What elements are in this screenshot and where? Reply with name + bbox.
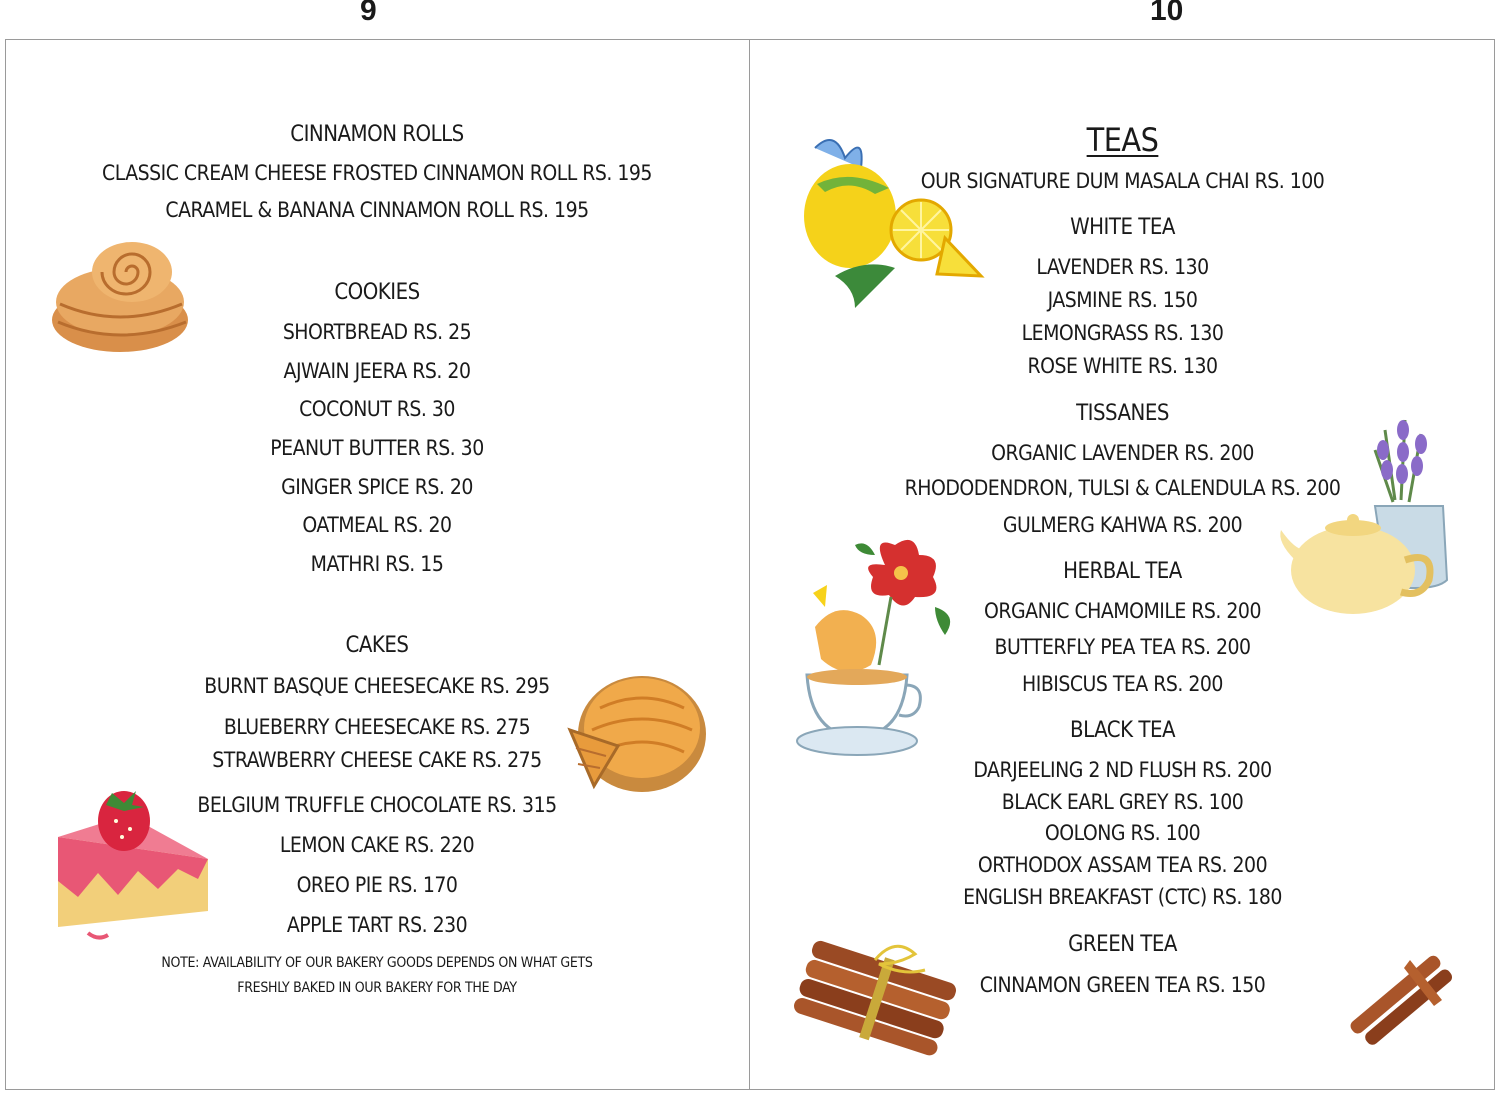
menu-item: OATMEAL RS. 20 — [302, 513, 452, 537]
cookies-heading: COOKIES — [334, 280, 420, 305]
black-tea-heading: BLACK TEA — [1070, 718, 1175, 743]
apple-tart-icon — [560, 668, 710, 798]
lemon-icon — [795, 128, 985, 313]
teas-title: TEAS — [1086, 121, 1159, 159]
menu-item: OOLONG RS. 100 — [1044, 821, 1201, 845]
menu-item: STRAWBERRY CHEESE CAKE RS. 275 — [212, 748, 542, 772]
menu-item: HIBISCUS TEA RS. 200 — [1022, 672, 1223, 696]
menu-item: ORGANIC CHAMOMILE RS. 200 — [984, 599, 1261, 623]
menu-item: BELGIUM TRUFFLE CHOCOLATE RS. 315 — [197, 793, 557, 817]
cinnamon-sticks-icon — [1350, 950, 1450, 1050]
menu-item: BLUEBERRY CHEESECAKE RS. 275 — [223, 715, 531, 739]
menu-item: GULMERG KAHWA RS. 200 — [1002, 513, 1243, 537]
menu-item: LEMON CAKE RS. 220 — [279, 833, 475, 857]
herbal-tea-heading: HERBAL TEA — [1063, 559, 1182, 584]
menu-item: AJWAIN JEERA RS. 20 — [283, 359, 471, 383]
menu-item: RHODODENDRON, TULSI & CALENDULA RS. 200 — [904, 476, 1341, 500]
menu-item: GINGER SPICE RS. 20 — [281, 475, 473, 499]
menu-item: BLACK EARL GREY RS. 100 — [1001, 790, 1244, 814]
menu-item: LEMONGRASS RS. 130 — [1021, 321, 1224, 345]
menu-item: BURNT BASQUE CHEESECAKE RS. 295 — [204, 674, 550, 698]
menu-item: CARAMEL & BANANA CINNAMON ROLL RS. 195 — [165, 198, 589, 222]
page-number-left: 9 — [360, 0, 377, 27]
white-tea-heading: WHITE TEA — [1070, 215, 1175, 240]
menu-item: ORTHODOX ASSAM TEA RS. 200 — [977, 853, 1268, 877]
lavender-teapot-icon — [1275, 410, 1455, 620]
menu-item: COCONUT RS. 30 — [299, 397, 455, 421]
menu-item: BUTTERFLY PEA TEA RS. 200 — [994, 635, 1251, 659]
cinnamon-roll-icon — [48, 232, 193, 357]
menu-item: CLASSIC CREAM CHEESE FROSTED CINNAMON ROLL RS. 195 — [102, 161, 652, 185]
page-number-right: 10 — [1150, 0, 1184, 27]
menu-item: ORGANIC LAVENDER RS. 200 — [991, 441, 1254, 465]
menu-item: CINNAMON GREEN TEA RS. 150 — [979, 973, 1266, 997]
menu-item: APPLE TART RS. 230 — [286, 913, 468, 937]
cakes-heading: CAKES — [345, 633, 409, 658]
menu-item: ENGLISH BREAKFAST (CTC) RS. 180 — [963, 885, 1282, 909]
menu-item: LAVENDER RS. 130 — [1036, 255, 1209, 279]
menu-item: MATHRI RS. 15 — [310, 552, 444, 576]
menu-item: OREO PIE RS. 170 — [296, 873, 458, 897]
menu-item: DARJEELING 2 ND FLUSH RS. 200 — [973, 758, 1272, 782]
strawberry-cake-icon — [48, 785, 213, 945]
tissanes-heading: TISSANES — [1076, 401, 1169, 426]
cinnamon-rolls-heading: CINNAMON ROLLS — [290, 122, 464, 147]
bakery-note-line: NOTE: AVAILABILITY OF OUR BAKERY GOODS DEPENDS ON WHAT GETS — [161, 955, 593, 971]
bakery-note-line: FRESHLY BAKED IN OUR BAKERY FOR THE DAY — [237, 980, 517, 996]
menu-item: SHORTBREAD RS. 25 — [282, 320, 472, 344]
menu-item: JASMINE RS. 150 — [1047, 288, 1198, 312]
signature-chai: OUR SIGNATURE DUM MASALA CHAI RS. 100 — [920, 169, 1325, 193]
menu-item: PEANUT BUTTER RS. 30 — [270, 436, 484, 460]
hibiscus-teacup-icon — [795, 535, 967, 767]
green-tea-heading: GREEN TEA — [1068, 932, 1177, 957]
cinnamon-bundle-icon — [795, 940, 955, 1050]
menu-item: ROSE WHITE RS. 130 — [1027, 354, 1218, 378]
